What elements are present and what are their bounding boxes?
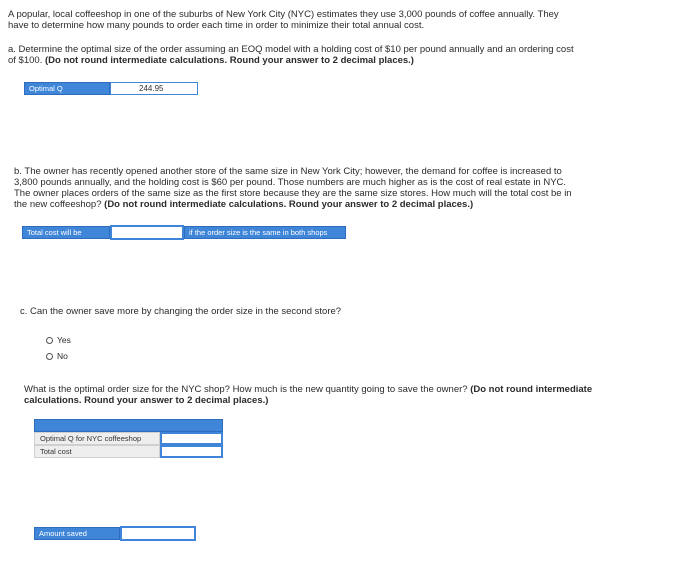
- part-b-prompt: [14, 166, 572, 210]
- amount-saved-label: Amount saved: [34, 527, 120, 540]
- part-b-line-3: The owner places orders of the same size as the first store because they are the same size stores. How much will the total cost be in: [14, 188, 572, 199]
- amount-saved-input[interactable]: [120, 526, 196, 541]
- part-a-line-2: of $100. (Do not round intermediate calculations. Round your answer to 2 decimal places.): [8, 55, 414, 66]
- intro-line-1: A popular, local coffeeshop in one of the suburbs of New York City (NYC) estimates they use 3,000 pounds of coffee annually. They: [8, 9, 559, 20]
- nyc-optimal-q-input[interactable]: [160, 432, 223, 445]
- radio-yes-circle[interactable]: [46, 337, 53, 344]
- intro-text: [8, 9, 559, 31]
- part-c-question: c. Can the owner save more by changing the order size in the second store?: [20, 306, 342, 317]
- part-c-followup-line-2: calculations. Round your answer to 2 decimal places.): [24, 395, 269, 406]
- total-cost-suffix: if the order size is the same in both shops: [184, 226, 346, 239]
- nyc-row-total-cost-label: Total cost: [34, 445, 160, 458]
- nyc-total-cost-input[interactable]: [160, 445, 223, 458]
- total-cost-label: Total cost will be: [22, 226, 110, 239]
- radio-yes[interactable]: Yes: [46, 335, 71, 345]
- part-c-followup-line-1: What is the optimal order size for the NYC shop? How much is the new quantity going to save the owner? (Do not round intermediate: [24, 384, 593, 395]
- total-cost-input[interactable]: [110, 225, 184, 240]
- part-c-followup: [24, 384, 592, 406]
- part-a-prompt: [8, 44, 574, 66]
- part-b-line-4: the new coffeeshop? (Do not round intermediate calculations. Round your answer to 2 decimal places.): [14, 199, 474, 210]
- optimal-q-input[interactable]: 244.95: [110, 82, 198, 95]
- optimal-q-label: Optimal Q: [24, 82, 110, 95]
- radio-no-circle[interactable]: [46, 353, 53, 360]
- part-b-line-2: 3,800 pounds annually, and the holding cost is $60 per pound. Those numbers are much higher as is the cost of real estate in NYC.: [14, 177, 567, 188]
- part-a-line-1: a. Determine the optimal size of the order assuming an EOQ model with a holding cost of $10 per pound annually and an ordering cost: [8, 44, 574, 55]
- intro-line-2: have to determine how many pounds to order each time in order to minimize their total annual cost.: [8, 20, 425, 31]
- radio-no[interactable]: No: [46, 351, 68, 361]
- part-b-line-1: b. The owner has recently opened another store of the same size in New York City; however, the demand for coffee is increased to: [14, 166, 562, 177]
- nyc-row-optimal-q-label: Optimal Q for NYC coffeeshop: [34, 432, 160, 445]
- nyc-table-header: [34, 419, 223, 432]
